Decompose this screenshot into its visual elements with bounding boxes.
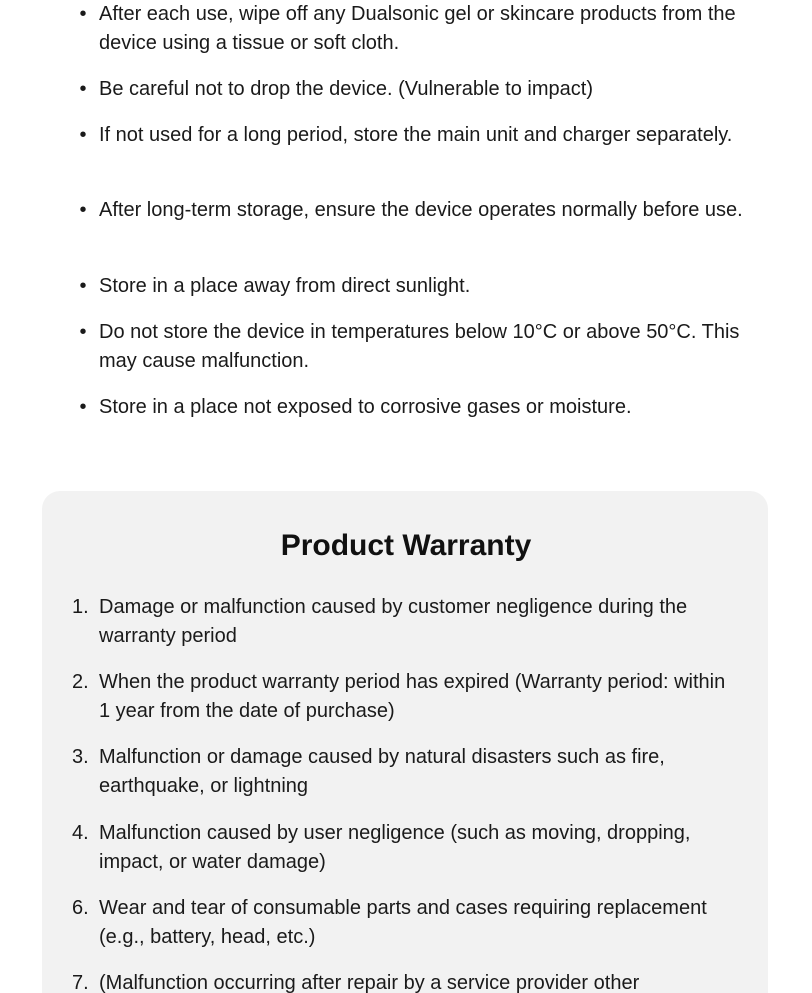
warranty-item bbox=[72, 743, 739, 801]
bullet-icon: • bbox=[79, 321, 87, 343]
warranty-title: Product Warranty bbox=[280, 529, 532, 562]
bullet-icon: • bbox=[79, 396, 87, 418]
care-item-text: Store in a place not exposed to corrosive gases or moisture. bbox=[99, 396, 632, 418]
care-item bbox=[79, 75, 769, 104]
warranty-item-text: Malfunction or damage caused by natural disasters such as fire, earthquake, or lightning bbox=[99, 746, 665, 797]
care-item-text: After long-term storage, ensure the device operates normally before use. bbox=[99, 199, 743, 221]
warranty-item-text: Damage or malfunction caused by customer negligence during the warranty period bbox=[99, 596, 688, 647]
warranty-item-number: 1. bbox=[72, 596, 89, 618]
care-item bbox=[79, 121, 769, 150]
care-item-text: Be careful not to drop the device. (Vulnerable to impact) bbox=[99, 78, 593, 100]
warranty-item-number: 7. bbox=[72, 972, 89, 993]
warranty-item-text: Malfunction caused by user negligence (such as moving, dropping, impact, or water damage) bbox=[99, 822, 691, 873]
care-item bbox=[79, 0, 769, 58]
care-item bbox=[79, 196, 769, 225]
care-item-text: Store in a place away from direct sunlight. bbox=[99, 275, 471, 297]
bullet-icon: • bbox=[79, 78, 87, 100]
warranty-item-text: When the product warranty period has expired (Warranty period: within 1 year from the date of purchase) bbox=[99, 671, 726, 722]
bullet-icon: • bbox=[79, 124, 87, 146]
care-item bbox=[79, 393, 769, 422]
warranty-item bbox=[72, 969, 739, 993]
bullet-icon: • bbox=[79, 275, 87, 297]
warranty-item bbox=[72, 668, 739, 726]
warranty-item-text: Wear and tear of consumable parts and cases requiring replacement (e.g., battery, head, etc.) bbox=[99, 897, 707, 948]
warranty-item bbox=[72, 894, 739, 952]
warranty-item bbox=[72, 819, 739, 877]
care-item bbox=[79, 272, 769, 301]
warranty-item-number: 3. bbox=[72, 746, 89, 768]
care-item-text: If not used for a long period, store the main unit and charger separately. bbox=[99, 124, 733, 146]
care-item-text: After each use, wipe off any Dualsonic gel or skincare products from the device using a tissue or soft cloth. bbox=[99, 3, 736, 54]
warranty-item-number: 4. bbox=[72, 822, 89, 844]
warranty-item-number: 2. bbox=[72, 671, 89, 693]
warranty-item bbox=[72, 593, 739, 651]
care-item-text: Do not store the device in temperatures below 10°C or above 50°C. This may cause malfunction. bbox=[99, 321, 740, 372]
bullet-icon: • bbox=[79, 3, 87, 25]
warranty-item-text: (Malfunction occurring after repair by a service provider other bbox=[99, 972, 640, 993]
bullet-icon: • bbox=[79, 199, 87, 221]
care-item bbox=[79, 318, 769, 376]
warranty-item-number: 6. bbox=[72, 897, 89, 919]
